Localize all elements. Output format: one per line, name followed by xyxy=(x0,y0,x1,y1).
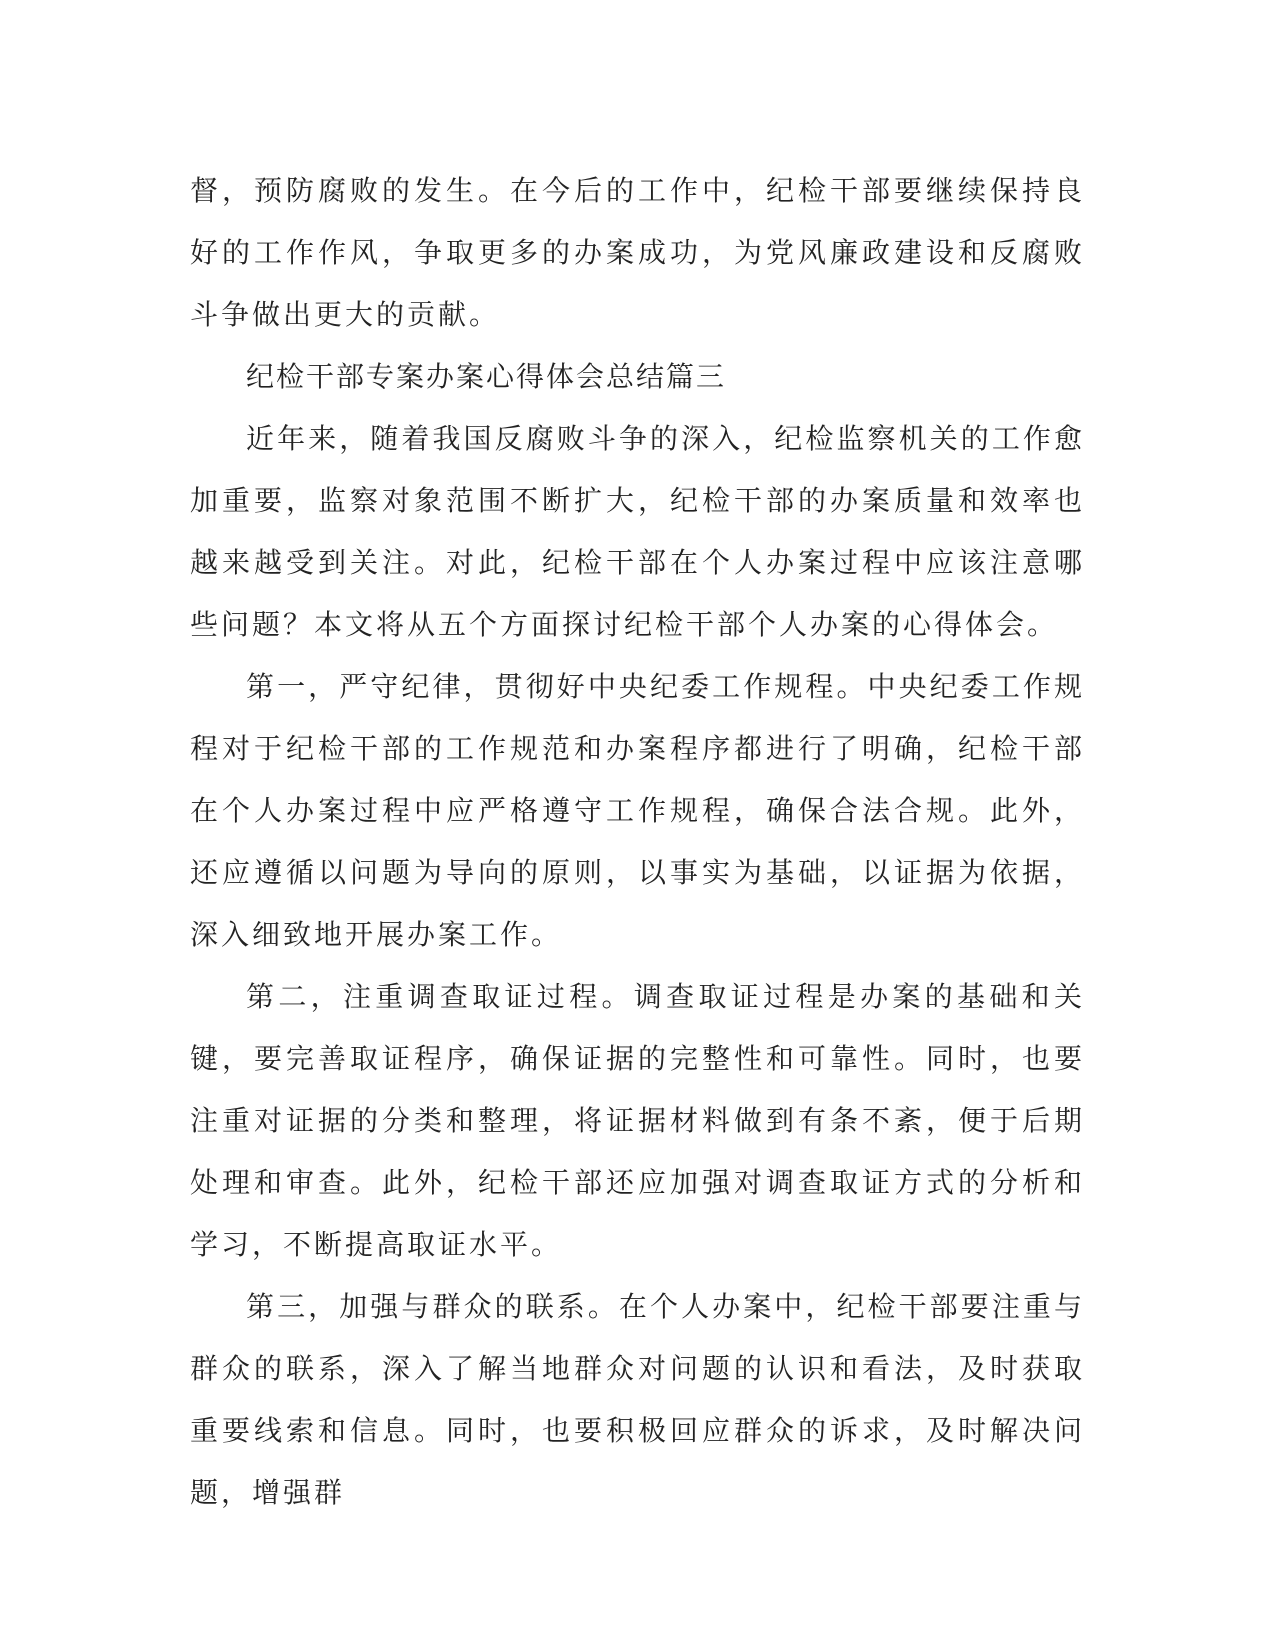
paragraph-point-one: 第一，严守纪律，贯彻好中央纪委工作规程。中央纪委工作规程对于纪检干部的工作规范和办案程序都进行了明确，纪检干部在个人办案过程中应严格遵守工作规程，确保合法合规。此外，还应遵循以问题为导向的原则，以事实为基础，以证据为依据，深入细致地开展办案工作。 xyxy=(190,670,1085,951)
paragraph-point-two: 第二，注重调查取证过程。调查取证过程是办案的基础和关键，要完善取证程序，确保证据的完整性和可靠性。同时，也要注重对证据的分类和整理，将证据材料做到有条不紊，便于后期处理和审查。此外，纪检干部还应加强对调查取证方式的分析和学习，不断提高取证水平。 xyxy=(190,980,1085,1261)
paragraph-intro: 近年来，随着我国反腐败斗争的深入，纪检监察机关的工作愈加重要，监察对象范围不断扩大，纪检干部的办案质量和效率也越来越受到关注。对此，纪检干部在个人办案过程中应该注意哪些问题？本文将从五个方面探讨纪检干部个人办案的心得体会。 xyxy=(190,422,1085,641)
document-body xyxy=(190,160,1085,1524)
section-heading: 纪检干部专案办案心得体会总结篇三 xyxy=(246,360,727,393)
paragraph-continued: 督，预防腐败的发生。在今后的工作中，纪检干部要继续保持良好的工作作风，争取更多的办案成功，为党风廉政建设和反腐败斗争做出更大的贡献。 xyxy=(190,174,1085,331)
paragraph-point-three: 第三，加强与群众的联系。在个人办案中，纪检干部要注重与群众的联系，深入了解当地群众对问题的认识和看法，及时获取重要线索和信息。同时，也要积极回应群众的诉求，及时解决问题，增强群 xyxy=(190,1290,1085,1509)
